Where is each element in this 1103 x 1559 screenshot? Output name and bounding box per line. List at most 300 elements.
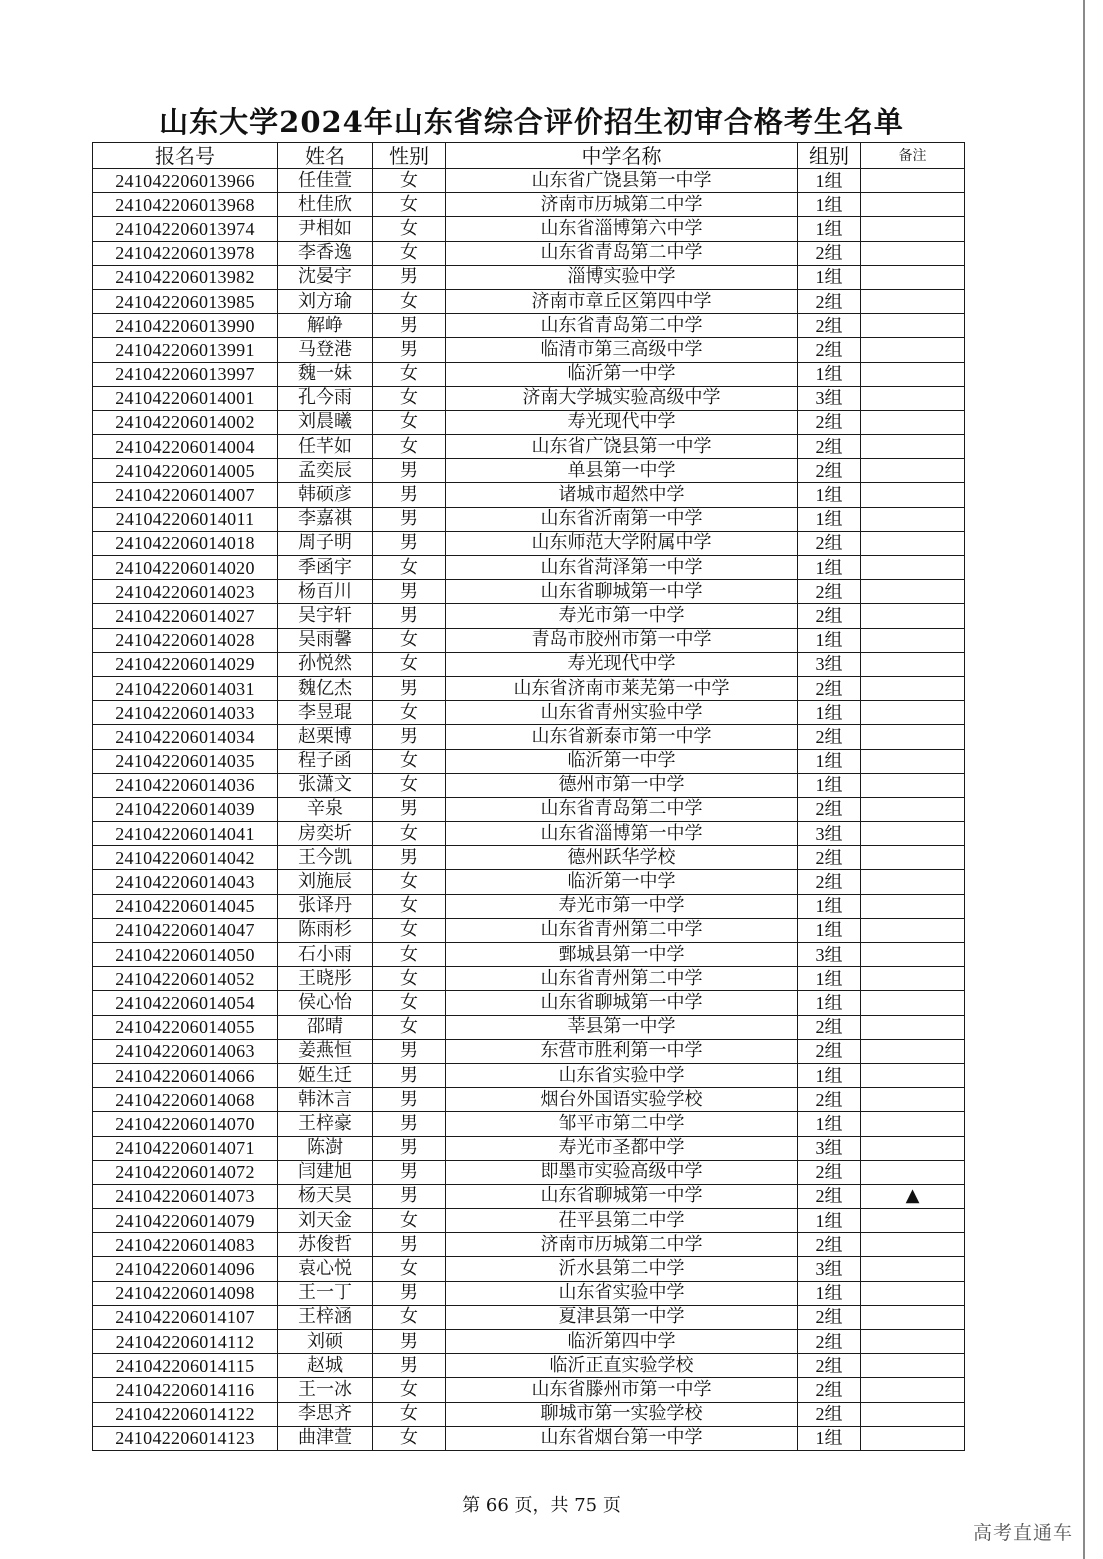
table-row xyxy=(93,894,965,918)
cell-note xyxy=(861,1305,965,1329)
cell-school: 山东省济南市莱芜第一中学 xyxy=(446,676,798,700)
cell-gender: 男 xyxy=(373,797,446,821)
cell-school: 山东省滕州市第一中学 xyxy=(446,1378,798,1402)
cell-group: 1组 xyxy=(798,701,861,725)
cell-gender: 男 xyxy=(373,676,446,700)
table-row xyxy=(93,556,965,580)
cell-note xyxy=(861,193,965,217)
column-header-id: 报名号 xyxy=(93,143,278,169)
cell-note xyxy=(861,749,965,773)
cell-school: 山东省青州第二中学 xyxy=(446,918,798,942)
cell-school: 诸城市超然中学 xyxy=(446,483,798,507)
cell-note xyxy=(861,676,965,700)
cell-school: 山东省实验中学 xyxy=(446,1281,798,1305)
cell-registration-number: 241042206014020 xyxy=(93,556,278,580)
table-row xyxy=(93,943,965,967)
cell-group: 1组 xyxy=(798,1112,861,1136)
cell-gender: 男 xyxy=(373,1233,446,1257)
cell-school: 临沂第一中学 xyxy=(446,362,798,386)
cell-name: 刘硕 xyxy=(278,1330,373,1354)
table-row xyxy=(93,1281,965,1305)
cell-registration-number: 241042206014028 xyxy=(93,628,278,652)
cell-note xyxy=(861,1039,965,1063)
cell-note xyxy=(861,1160,965,1184)
table-row xyxy=(93,169,965,193)
cell-note xyxy=(861,870,965,894)
table-row xyxy=(93,1330,965,1354)
table-row xyxy=(93,846,965,870)
table-row xyxy=(93,1257,965,1281)
cell-registration-number: 241042206014045 xyxy=(93,894,278,918)
table-row xyxy=(93,241,965,265)
cell-school: 山东省广饶县第一中学 xyxy=(446,435,798,459)
table-row xyxy=(93,507,965,531)
cell-registration-number: 241042206014063 xyxy=(93,1039,278,1063)
cell-school: 山东省青岛第二中学 xyxy=(446,241,798,265)
cell-school: 山东省广饶县第一中学 xyxy=(446,169,798,193)
cell-gender: 女 xyxy=(373,1426,446,1450)
cell-group: 2组 xyxy=(798,580,861,604)
cell-school: 夏津县第一中学 xyxy=(446,1305,798,1329)
cell-gender: 女 xyxy=(373,749,446,773)
cell-name: 姬生迁 xyxy=(278,1063,373,1087)
cell-registration-number: 241042206014001 xyxy=(93,386,278,410)
cell-school: 淄博实验中学 xyxy=(446,265,798,289)
cell-note xyxy=(861,991,965,1015)
cell-gender: 男 xyxy=(373,338,446,362)
cell-group: 2组 xyxy=(798,289,861,313)
table-row xyxy=(93,193,965,217)
cell-name: 孟奕辰 xyxy=(278,459,373,483)
cell-registration-number: 241042206013997 xyxy=(93,362,278,386)
cell-registration-number: 241042206014055 xyxy=(93,1015,278,1039)
table-row xyxy=(93,459,965,483)
cell-group: 2组 xyxy=(798,410,861,434)
cell-group: 2组 xyxy=(798,1330,861,1354)
cell-note xyxy=(861,289,965,313)
cell-school: 寿光市第一中学 xyxy=(446,604,798,628)
cell-registration-number: 241042206014112 xyxy=(93,1330,278,1354)
cell-gender: 男 xyxy=(373,459,446,483)
cell-school: 济南市历城第二中学 xyxy=(446,1233,798,1257)
cell-registration-number: 241042206014052 xyxy=(93,967,278,991)
cell-group: 2组 xyxy=(798,435,861,459)
cell-registration-number: 241042206013985 xyxy=(93,289,278,313)
cell-note xyxy=(861,531,965,555)
cell-name: 张译丹 xyxy=(278,894,373,918)
cell-group: 1组 xyxy=(798,217,861,241)
cell-group: 2组 xyxy=(798,1039,861,1063)
table-header-row xyxy=(93,143,965,169)
cell-gender: 女 xyxy=(373,701,446,725)
cell-registration-number: 241042206013991 xyxy=(93,338,278,362)
cell-registration-number: 241042206014107 xyxy=(93,1305,278,1329)
cell-note xyxy=(861,580,965,604)
cell-registration-number: 241042206013978 xyxy=(93,241,278,265)
cell-school: 茌平县第二中学 xyxy=(446,1209,798,1233)
cell-name: 侯心怡 xyxy=(278,991,373,1015)
cell-school: 山东省聊城第一中学 xyxy=(446,1184,798,1208)
cell-gender: 男 xyxy=(373,1136,446,1160)
cell-group: 1组 xyxy=(798,967,861,991)
cell-name: 辛泉 xyxy=(278,797,373,821)
cell-note xyxy=(861,362,965,386)
cell-note xyxy=(861,314,965,338)
cell-group: 1组 xyxy=(798,193,861,217)
cell-name: 袁心悦 xyxy=(278,1257,373,1281)
cell-name: 闫建旭 xyxy=(278,1160,373,1184)
cell-school: 山东省青州实验中学 xyxy=(446,701,798,725)
cell-school: 临沂第四中学 xyxy=(446,1330,798,1354)
cell-name: 孙悦然 xyxy=(278,652,373,676)
table-row xyxy=(93,773,965,797)
cell-group: 2组 xyxy=(798,1354,861,1378)
cell-school: 寿光现代中学 xyxy=(446,410,798,434)
cell-registration-number: 241042206014036 xyxy=(93,773,278,797)
cell-name: 苏俊哲 xyxy=(278,1233,373,1257)
table-row xyxy=(93,217,965,241)
cell-school: 山东师范大学附属中学 xyxy=(446,531,798,555)
cell-name: 陈澍 xyxy=(278,1136,373,1160)
cell-gender: 女 xyxy=(373,169,446,193)
cell-gender: 男 xyxy=(373,1088,446,1112)
cell-group: 2组 xyxy=(798,1378,861,1402)
cell-registration-number: 241042206014098 xyxy=(93,1281,278,1305)
cell-school: 山东省青岛第二中学 xyxy=(446,314,798,338)
cell-gender: 女 xyxy=(373,1378,446,1402)
cell-group: 2组 xyxy=(798,1305,861,1329)
cell-name: 吴宇轩 xyxy=(278,604,373,628)
cell-registration-number: 241042206014043 xyxy=(93,870,278,894)
table-row xyxy=(93,797,965,821)
cell-school: 山东省淄博第一中学 xyxy=(446,822,798,846)
cell-name: 杜佳欣 xyxy=(278,193,373,217)
cell-registration-number: 241042206014042 xyxy=(93,846,278,870)
table-row xyxy=(93,1233,965,1257)
table-row xyxy=(93,362,965,386)
cell-name: 王今凯 xyxy=(278,846,373,870)
cell-group: 2组 xyxy=(798,676,861,700)
cell-note xyxy=(861,1233,965,1257)
cell-name: 姜燕恒 xyxy=(278,1039,373,1063)
table-row xyxy=(93,483,965,507)
cell-name: 刘施辰 xyxy=(278,870,373,894)
cell-gender: 女 xyxy=(373,241,446,265)
candidate-table xyxy=(92,142,965,1451)
cell-gender: 男 xyxy=(373,1160,446,1184)
cell-school: 青岛市胶州市第一中学 xyxy=(446,628,798,652)
cell-registration-number: 241042206014073 xyxy=(93,1184,278,1208)
cell-gender: 男 xyxy=(373,1330,446,1354)
cell-name: 孔今雨 xyxy=(278,386,373,410)
cell-note xyxy=(861,1402,965,1426)
cell-name: 王梓豪 xyxy=(278,1112,373,1136)
cell-note xyxy=(861,967,965,991)
cell-registration-number: 241042206014018 xyxy=(93,531,278,555)
table-row xyxy=(93,870,965,894)
table-row xyxy=(93,289,965,313)
cell-name: 李昱琨 xyxy=(278,701,373,725)
cell-group: 1组 xyxy=(798,773,861,797)
cell-registration-number: 241042206014033 xyxy=(93,701,278,725)
cell-school: 鄄城县第一中学 xyxy=(446,943,798,967)
cell-name: 石小雨 xyxy=(278,943,373,967)
cell-gender: 女 xyxy=(373,628,446,652)
table-row xyxy=(93,1136,965,1160)
table-row xyxy=(93,580,965,604)
cell-gender: 男 xyxy=(373,725,446,749)
cell-gender: 男 xyxy=(373,531,446,555)
table-row xyxy=(93,1305,965,1329)
cell-name: 刘方瑜 xyxy=(278,289,373,313)
watermark: 高考直通车 xyxy=(972,1522,1073,1544)
table-row xyxy=(93,1209,965,1233)
cell-school: 济南市历城第二中学 xyxy=(446,193,798,217)
cell-registration-number: 241042206014029 xyxy=(93,652,278,676)
cell-group: 3组 xyxy=(798,1257,861,1281)
cell-school: 山东省新泰市第一中学 xyxy=(446,725,798,749)
cell-school: 山东省青州第二中学 xyxy=(446,967,798,991)
cell-note xyxy=(861,241,965,265)
cell-group: 2组 xyxy=(798,797,861,821)
table-row xyxy=(93,1015,965,1039)
cell-registration-number: 241042206014035 xyxy=(93,749,278,773)
cell-school: 山东省聊城第一中学 xyxy=(446,991,798,1015)
cell-school: 山东省沂南第一中学 xyxy=(446,507,798,531)
cell-note xyxy=(861,410,965,434)
page-number: 第 66 页，共 75 页 xyxy=(462,1495,621,1516)
cell-name: 韩沐言 xyxy=(278,1088,373,1112)
cell-gender: 男 xyxy=(373,1281,446,1305)
cell-note xyxy=(861,435,965,459)
cell-group: 2组 xyxy=(798,1402,861,1426)
cell-group: 2组 xyxy=(798,531,861,555)
cell-school: 莘县第一中学 xyxy=(446,1015,798,1039)
cell-gender: 女 xyxy=(373,193,446,217)
cell-gender: 女 xyxy=(373,870,446,894)
cell-group: 2组 xyxy=(798,846,861,870)
cell-group: 3组 xyxy=(798,386,861,410)
cell-registration-number: 241042206014050 xyxy=(93,943,278,967)
cell-note xyxy=(861,652,965,676)
table-row xyxy=(93,822,965,846)
cell-group: 1组 xyxy=(798,1209,861,1233)
table-row xyxy=(93,1063,965,1087)
table-row xyxy=(93,1354,965,1378)
table-row xyxy=(93,1112,965,1136)
table-row xyxy=(93,1160,965,1184)
cell-group: 2组 xyxy=(798,1160,861,1184)
table-row xyxy=(93,531,965,555)
cell-group: 2组 xyxy=(798,459,861,483)
cell-gender: 男 xyxy=(373,483,446,507)
cell-group: 1组 xyxy=(798,749,861,773)
cell-gender: 女 xyxy=(373,556,446,580)
cell-registration-number: 241042206014072 xyxy=(93,1160,278,1184)
cell-name: 曲津萱 xyxy=(278,1426,373,1450)
column-header-name: 姓名 xyxy=(278,143,373,169)
table-body xyxy=(93,169,965,1451)
cell-gender: 女 xyxy=(373,362,446,386)
cell-note xyxy=(861,894,965,918)
page-title: 山东大学2024年山东省综合评价招生初审合格考生名单 xyxy=(159,105,904,139)
cell-gender: 男 xyxy=(373,1184,446,1208)
column-header-gender: 性别 xyxy=(373,143,446,169)
cell-gender: 男 xyxy=(373,1354,446,1378)
cell-note xyxy=(861,1354,965,1378)
cell-school: 山东省青岛第二中学 xyxy=(446,797,798,821)
table-row xyxy=(93,991,965,1015)
cell-name: 刘晨曦 xyxy=(278,410,373,434)
cell-gender: 女 xyxy=(373,967,446,991)
table-row xyxy=(93,314,965,338)
cell-registration-number: 241042206013982 xyxy=(93,265,278,289)
cell-name: 张潇文 xyxy=(278,773,373,797)
cell-registration-number: 241042206013990 xyxy=(93,314,278,338)
cell-group: 1组 xyxy=(798,1426,861,1450)
cell-registration-number: 241042206014083 xyxy=(93,1233,278,1257)
cell-note xyxy=(861,483,965,507)
cell-gender: 男 xyxy=(373,1112,446,1136)
cell-name: 尹相如 xyxy=(278,217,373,241)
cell-registration-number: 241042206013974 xyxy=(93,217,278,241)
table-row xyxy=(93,701,965,725)
cell-registration-number: 241042206014004 xyxy=(93,435,278,459)
cell-registration-number: 241042206014054 xyxy=(93,991,278,1015)
cell-gender: 女 xyxy=(373,822,446,846)
cell-name: 王一丁 xyxy=(278,1281,373,1305)
cell-registration-number: 241042206014027 xyxy=(93,604,278,628)
cell-gender: 女 xyxy=(373,991,446,1015)
cell-group: 1组 xyxy=(798,991,861,1015)
cell-registration-number: 241042206014002 xyxy=(93,410,278,434)
cell-name: 陈雨杉 xyxy=(278,918,373,942)
cell-group: 1组 xyxy=(798,628,861,652)
table-row xyxy=(93,1426,965,1450)
cell-registration-number: 241042206014096 xyxy=(93,1257,278,1281)
cell-group: 2组 xyxy=(798,604,861,628)
cell-name: 魏一妹 xyxy=(278,362,373,386)
cell-note xyxy=(861,459,965,483)
cell-school: 济南大学城实验高级中学 xyxy=(446,386,798,410)
cell-name: 吴雨馨 xyxy=(278,628,373,652)
cell-name: 李香逸 xyxy=(278,241,373,265)
table-row xyxy=(93,967,965,991)
cell-name: 马登港 xyxy=(278,338,373,362)
cell-school: 山东省菏泽第一中学 xyxy=(446,556,798,580)
cell-gender: 女 xyxy=(373,386,446,410)
cell-note xyxy=(861,918,965,942)
cell-name: 杨天昊 xyxy=(278,1184,373,1208)
cell-group: 3组 xyxy=(798,652,861,676)
cell-registration-number: 241042206014123 xyxy=(93,1426,278,1450)
cell-name: 刘天金 xyxy=(278,1209,373,1233)
table-row xyxy=(93,725,965,749)
cell-group: 2组 xyxy=(798,241,861,265)
cell-name: 季函宇 xyxy=(278,556,373,580)
cell-registration-number: 241042206014115 xyxy=(93,1354,278,1378)
cell-name: 任芊如 xyxy=(278,435,373,459)
cell-group: 2组 xyxy=(798,1184,861,1208)
cell-gender: 男 xyxy=(373,846,446,870)
cell-group: 2组 xyxy=(798,1088,861,1112)
cell-school: 聊城市第一实验学校 xyxy=(446,1402,798,1426)
cell-name: 王晓彤 xyxy=(278,967,373,991)
cell-group: 2组 xyxy=(798,725,861,749)
cell-school: 德州市第一中学 xyxy=(446,773,798,797)
table-row xyxy=(93,410,965,434)
cell-registration-number: 241042206014071 xyxy=(93,1136,278,1160)
cell-group: 2组 xyxy=(798,1015,861,1039)
cell-registration-number: 241042206014068 xyxy=(93,1088,278,1112)
cell-registration-number: 241042206014011 xyxy=(93,507,278,531)
cell-school: 单县第一中学 xyxy=(446,459,798,483)
cell-registration-number: 241042206014079 xyxy=(93,1209,278,1233)
cell-note xyxy=(861,556,965,580)
cell-group: 1组 xyxy=(798,507,861,531)
table-row xyxy=(93,435,965,459)
cell-note xyxy=(861,1063,965,1087)
cell-group: 2组 xyxy=(798,338,861,362)
cell-group: 1组 xyxy=(798,894,861,918)
cell-gender: 女 xyxy=(373,1402,446,1426)
cell-school: 临沂第一中学 xyxy=(446,870,798,894)
cell-name: 王梓涵 xyxy=(278,1305,373,1329)
cell-registration-number: 241042206014116 xyxy=(93,1378,278,1402)
cell-school: 德州跃华学校 xyxy=(446,846,798,870)
cell-group: 2组 xyxy=(798,1233,861,1257)
cell-group: 1组 xyxy=(798,1063,861,1087)
cell-registration-number: 241042206014023 xyxy=(93,580,278,604)
cell-name: 韩硕彦 xyxy=(278,483,373,507)
cell-name: 房奕圻 xyxy=(278,822,373,846)
cell-note xyxy=(861,1112,965,1136)
cell-group: 1组 xyxy=(798,918,861,942)
cell-name: 李嘉祺 xyxy=(278,507,373,531)
table-row xyxy=(93,1402,965,1426)
cell-school: 寿光市圣都中学 xyxy=(446,1136,798,1160)
cell-note xyxy=(861,1330,965,1354)
cell-note xyxy=(861,1209,965,1233)
cell-school: 寿光现代中学 xyxy=(446,652,798,676)
cell-name: 李思齐 xyxy=(278,1402,373,1426)
cell-school: 邹平市第二中学 xyxy=(446,1112,798,1136)
cell-gender: 女 xyxy=(373,1257,446,1281)
table-row xyxy=(93,604,965,628)
cell-gender: 男 xyxy=(373,314,446,338)
cell-gender: 男 xyxy=(373,507,446,531)
table-row xyxy=(93,652,965,676)
cell-registration-number: 241042206014041 xyxy=(93,822,278,846)
cell-name: 杨百川 xyxy=(278,580,373,604)
cell-name: 沈晏宇 xyxy=(278,265,373,289)
cell-note xyxy=(861,725,965,749)
cell-group: 1组 xyxy=(798,362,861,386)
cell-name: 魏亿杰 xyxy=(278,676,373,700)
cell-school: 临沂第一中学 xyxy=(446,749,798,773)
cell-gender: 女 xyxy=(373,1305,446,1329)
cell-group: 1组 xyxy=(798,1281,861,1305)
cell-name: 赵城 xyxy=(278,1354,373,1378)
cell-note xyxy=(861,1015,965,1039)
table-row xyxy=(93,1184,965,1208)
cell-note xyxy=(861,338,965,362)
cell-note: ▲ xyxy=(861,1184,965,1208)
cell-name: 程子函 xyxy=(278,749,373,773)
cell-gender: 男 xyxy=(373,1039,446,1063)
cell-note xyxy=(861,1257,965,1281)
cell-group: 3组 xyxy=(798,1136,861,1160)
